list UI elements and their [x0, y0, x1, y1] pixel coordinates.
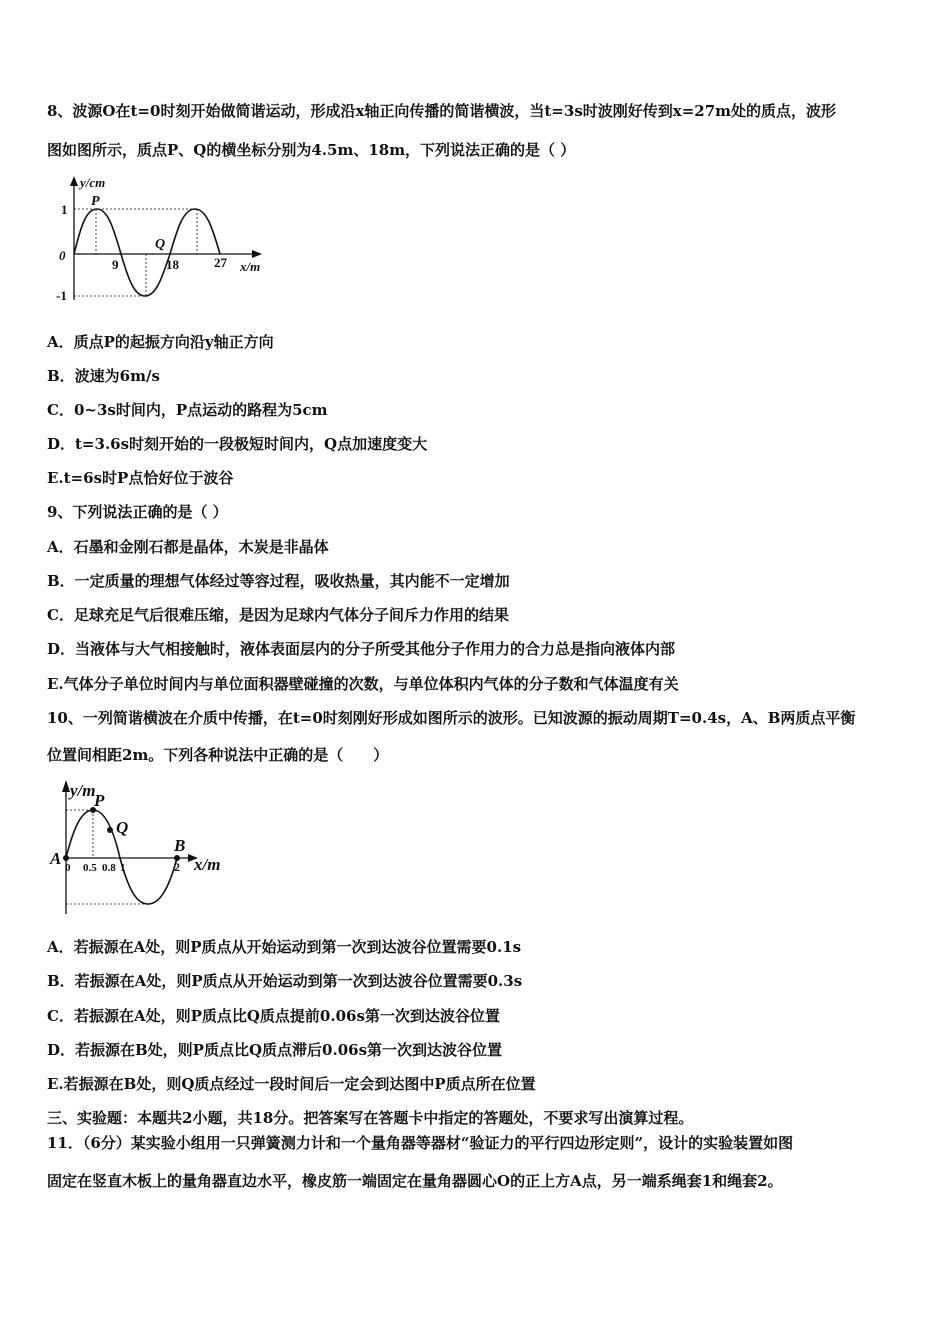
- q8-stem-line2: 图如图所示，质点P、Q的横坐标分别为4.5m、18m，下列说法正确的是（ ）: [47, 141, 576, 159]
- q10-x-tick-0-5: 0.5: [83, 862, 97, 874]
- q10-stem-line1: 10、一列简谐横波在介质中传播，在t=0时刻刚好形成如图所示的波形。已知波源的振动周期T=0.4s，A、B两质点平衡: [47, 709, 856, 727]
- q10-stem-line2: 位置间相距2m。下列各种说法中正确的是（ ）: [47, 746, 389, 764]
- q8-point-q-label: Q: [155, 237, 166, 252]
- q8-option-b: B．波速为6m/s: [47, 367, 160, 385]
- q10-wave-figure: [46, 776, 236, 918]
- q9-option-a: A．石墨和金刚石都是晶体，木炭是非晶体: [47, 538, 329, 556]
- q8-option-e: E.t=6s时P点恰好位于波谷: [47, 469, 234, 487]
- q8-option-d: D．t=3.6s时刻开始的一段极短时间内，Q点加速度变大: [47, 435, 428, 453]
- q8-x-tick-18: 18: [166, 257, 179, 272]
- q10-option-d: D．若振源在B处，则P质点比Q质点滞后0.06s第一次到达波谷位置: [47, 1041, 503, 1059]
- q10-x-tick-2: 2: [174, 860, 180, 874]
- q10-x-tick-1: 1: [120, 862, 126, 874]
- q8-y-tick-neg1: -1: [56, 288, 67, 303]
- q8-stem-line1: 8、波源O在t=0时刻开始做简谐运动，形成沿x轴正向传播的简谐横波，当t=3s时波刚好传到x=27m处的质点，波形: [47, 102, 837, 120]
- q10-y-axis-arrow: [62, 780, 70, 792]
- q8-option-c: C．0~3s时间内，P点运动的路程为5cm: [47, 401, 328, 419]
- q8-y-axis-arrow: [70, 176, 78, 186]
- q8-x-axis-arrow: [252, 250, 262, 258]
- q8-origin-label: 0: [59, 248, 66, 263]
- q9-option-d: D．当液体与大气相接触时，液体表面层内的分子所受其他分子作用力的合力总是指向液体内部: [47, 640, 676, 658]
- q9-option-b: B．一定质量的理想气体经过等容过程，吸收热量，其内能不一定增加: [47, 572, 510, 590]
- q11-stem-line1: 11．（6分）某实验小组用一只弹簧测力计和一个量角器等器材“验证力的平行四边形定则”，设计的实验装置如图: [47, 1134, 794, 1152]
- q10-point-b-label: B: [174, 836, 186, 855]
- q9-stem: 9、下列说法正确的是（ ）: [47, 503, 228, 521]
- q10-point-q-label: Q: [116, 818, 129, 837]
- q9-option-c: C．足球充足气后很难压缩，是因为足球内气体分子间斥力作用的结果: [47, 606, 509, 624]
- q10-option-c: C．若振源在A处，则P质点比Q质点提前0.06s第一次到达波谷位置: [47, 1007, 500, 1025]
- q10-y-axis-label: y/m: [70, 781, 96, 800]
- q10-point-a: [63, 855, 69, 861]
- q8-wave-figure: [48, 174, 278, 306]
- q8-y-axis-label: y/cm: [80, 175, 106, 190]
- q10-point-q: [107, 827, 113, 833]
- q8-point-p-label: P: [91, 194, 100, 209]
- q10-point-p-label: P: [94, 791, 105, 810]
- q8-x-tick-27: 27: [214, 255, 227, 270]
- q10-x-tick-0: 0: [65, 862, 71, 874]
- q11-stem-line2: 固定在竖直木板上的量角器直边水平，橡皮筋一端固定在量角器圆心O的正上方A点，另一端系绳套1和绳套2。: [47, 1172, 783, 1190]
- q8-y-tick-1: 1: [61, 202, 68, 217]
- q10-x-tick-0-8: 0.8: [102, 862, 116, 874]
- q8-option-a: A．质点P的起振方向沿y轴正方向: [47, 333, 274, 351]
- q8-x-axis-label: x/m: [240, 259, 261, 274]
- q10-option-a: A．若振源在A处，则P质点从开始运动到第一次到达波谷位置需要0.1s: [47, 938, 522, 956]
- q10-point-a-label: A: [50, 849, 62, 868]
- section3-heading: 三、实验题：本题共2小题，共18分。把答案写在答题卡中指定的答题处，不要求写出演算过程。: [47, 1109, 694, 1127]
- q9-option-e: E.气体分子单位时间内与单位面积器壁碰撞的次数，与单位体积内气体的分子数和气体温度有关: [47, 675, 679, 693]
- q10-option-b: B．若振源在A处，则P质点从开始运动到第一次到达波谷位置需要0.3s: [47, 972, 523, 990]
- q10-x-axis-label: x/m: [194, 855, 221, 874]
- q10-option-e: E.若振源在B处，则Q质点经过一段时间后一定会到达图中P质点所在位置: [47, 1075, 536, 1093]
- q8-x-tick-9: 9: [112, 257, 119, 272]
